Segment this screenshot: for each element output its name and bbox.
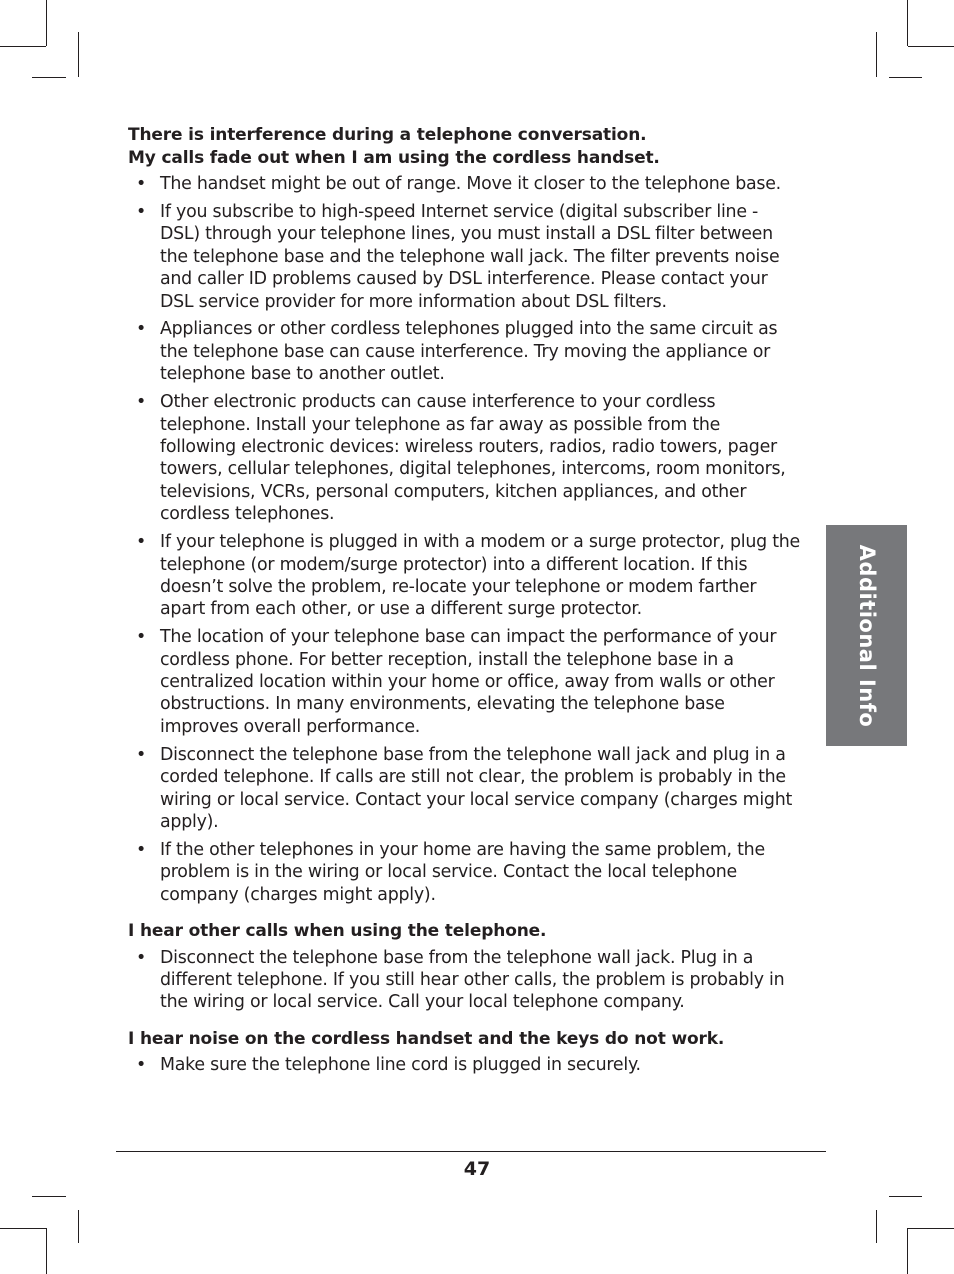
- bullet-list: [128, 947, 800, 1014]
- list-item-text: If your telephone is plugged in with a modem or a surge protector, plug the telephone (or modem/surge protector) into a different location. If this doesn’t solve the problem, re-locate your telephone or modem farther apart from each other, or use a different surge protector.: [160, 532, 800, 620]
- crop-mark: [876, 32, 877, 77]
- troubleshooting-section: [128, 920, 800, 1014]
- heading-line: There is interference during a telephone conversation.: [128, 125, 647, 145]
- bullet-list: [128, 173, 800, 906]
- list-item: [128, 744, 800, 834]
- list-item-text: Other electronic products can cause interference to your cordless telephone. Install your telephone as far away as possible from the following electronic devices: wireless routers, radios, radio towers, pager towers, cellular telephones, digital telephones, intercoms, room monitors, televisions, VCRs, personal computers, kitchen appliances, and other cordless telephones.: [160, 392, 786, 525]
- list-item: [128, 626, 800, 738]
- crop-mark: [907, 0, 908, 46]
- troubleshooting-content: [128, 124, 800, 1091]
- bullet-icon: •: [136, 1055, 147, 1076]
- list-item: [128, 318, 800, 385]
- bullet-icon: •: [136, 319, 147, 340]
- list-item-text: The handset might be out of range. Move it closer to the telephone base.: [160, 174, 781, 194]
- bullet-icon: •: [136, 744, 147, 765]
- crop-mark: [889, 77, 922, 78]
- crop-mark: [907, 1228, 908, 1274]
- crop-mark: [0, 46, 46, 47]
- crop-mark: [0, 1228, 46, 1229]
- list-item-text: The location of your telephone base can impact the performance of your cordless phone. For better reception, install the telephone base in a centralized location within your home or office, away from walls or other obstructions. In many environments, elevating the telephone base improves overall performance.: [160, 627, 777, 737]
- section-heading: [128, 124, 800, 169]
- page-number: 47: [463, 1158, 491, 1180]
- list-item-text: If the other telephones in your home are having the same problem, the problem is in the wiring or local service. Contact the local telephone company (charges might apply).: [160, 839, 765, 905]
- crop-mark: [78, 1210, 79, 1243]
- heading-line: My calls fade out when I am using the cordless handset.: [128, 147, 660, 168]
- bullet-icon: •: [136, 392, 147, 413]
- crop-mark: [78, 32, 79, 77]
- crop-mark: [876, 1210, 877, 1243]
- crop-mark: [908, 1228, 954, 1229]
- list-item: [128, 947, 800, 1014]
- list-item: [128, 1054, 800, 1076]
- section-heading: [128, 920, 800, 943]
- heading-line: I hear other calls when using the telephone.: [128, 921, 547, 942]
- list-item-text: Make sure the telephone line cord is plugged in securely.: [160, 1055, 641, 1076]
- crop-mark: [889, 1196, 922, 1197]
- list-item-text: If you subscribe to high-speed Internet service (digital subscriber line - DSL) through your telephone lines, you must install a DSL filter between the telephone base and the telephone wall jack. The filter prevents noise and caller ID problems caused by DSL interference. Please contact your DSL service provider for more information about DSL filters.: [160, 201, 780, 312]
- crop-mark: [46, 0, 47, 46]
- bullet-icon: •: [136, 627, 147, 648]
- list-item-text: Appliances or other cordless telephones plugged into the same circuit as the telephone base can cause interference. Try moving the appliance or telephone base to another outlet.: [160, 319, 778, 385]
- list-item: [128, 173, 800, 195]
- crop-mark: [908, 46, 954, 47]
- bullet-list: [128, 1054, 800, 1076]
- bullet-icon: •: [136, 174, 147, 194]
- heading-line: I hear noise on the cordless handset and the keys do not work.: [128, 1028, 725, 1049]
- list-item: [128, 391, 800, 525]
- troubleshooting-section: [128, 124, 800, 906]
- section-side-tab: [826, 525, 907, 746]
- crop-mark: [46, 1228, 47, 1274]
- list-item: [128, 839, 800, 906]
- bullet-icon: •: [136, 201, 147, 222]
- footer-divider: [116, 1151, 826, 1152]
- bullet-icon: •: [136, 532, 147, 553]
- list-item-text: Disconnect the telephone base from the telephone wall jack and plug in a corded telephone. If calls are still not clear, the problem is probably in the wiring or local service. Contact your local service company (charges might apply).: [160, 744, 793, 832]
- troubleshooting-section: [128, 1028, 800, 1077]
- crop-mark: [32, 1196, 66, 1197]
- bullet-icon: •: [136, 947, 147, 968]
- section-heading: [128, 1028, 800, 1051]
- list-item: [128, 531, 800, 621]
- list-item: [128, 201, 800, 313]
- list-item-text: Disconnect the telephone base from the telephone wall jack. Plug in a different telephone. If you still hear other calls, the problem is probably in the wiring or local service. Call your local telephone company.: [160, 947, 785, 1013]
- side-tab-label: Additional Info: [854, 544, 879, 727]
- bullet-icon: •: [136, 839, 147, 860]
- crop-mark: [32, 77, 66, 78]
